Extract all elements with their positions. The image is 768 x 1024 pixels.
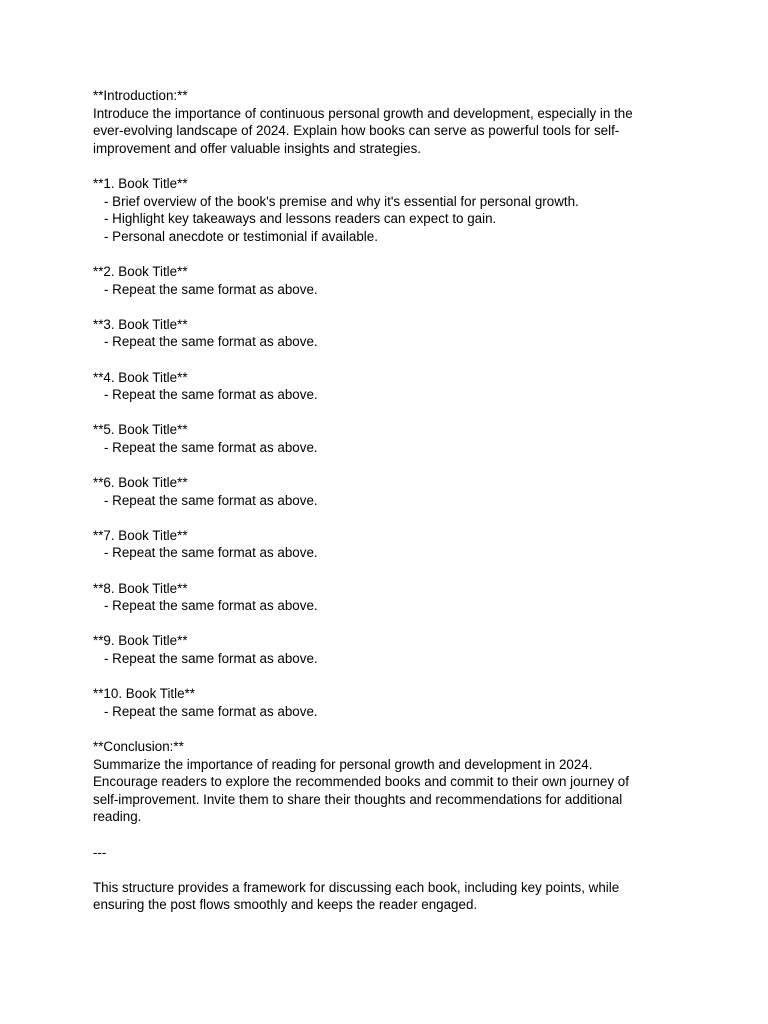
separator-line: --- — [93, 844, 107, 860]
document-page — [93, 87, 693, 914]
book-bullet: - Repeat the same format as above. — [104, 439, 318, 455]
book-bullet: - Repeat the same format as above. — [104, 492, 318, 508]
book-title: **4. Book Title** — [93, 369, 188, 385]
introduction-line: improvement and offer valuable insights and strategies. — [93, 140, 422, 156]
paragraph-gap — [93, 720, 693, 738]
paragraph-gap — [93, 668, 693, 686]
paragraph-gap — [93, 826, 693, 844]
book-bullet: - Repeat the same format as above. — [104, 703, 318, 719]
book-bullet: - Repeat the same format as above. — [104, 387, 318, 403]
book-title: **3. Book Title** — [93, 316, 188, 332]
book-section-9 — [93, 632, 693, 667]
book-section-10 — [93, 685, 693, 720]
book-bullet: - Repeat the same format as above. — [104, 651, 318, 666]
closing-line: ensuring the post flows smoothly and keeps the reader engaged. — [93, 897, 478, 913]
book-section-7 — [93, 527, 693, 562]
book-bullet: - Repeat the same format as above. — [104, 334, 318, 350]
book-bullet: - Repeat the same format as above. — [104, 281, 318, 297]
conclusion-line: self-improvement. Invite them to share their thoughts and recommendations for additional — [93, 791, 623, 807]
introduction-line: ever-evolving landscape of 2024. Explain how books can serve as powerful tools for self- — [93, 123, 620, 139]
book-section-5 — [93, 421, 693, 456]
introduction-heading: **Introduction:** — [93, 88, 188, 103]
paragraph-gap — [93, 562, 693, 580]
paragraph-gap — [93, 351, 693, 369]
book-section-1 — [93, 175, 693, 245]
paragraph-gap — [93, 404, 693, 422]
book-bullet: - Repeat the same format as above. — [104, 545, 318, 561]
book-title: **8. Book Title** — [93, 580, 188, 596]
closing-line: This structure provides a framework for discussing each book, including key points, while — [93, 879, 620, 895]
book-section-8 — [93, 580, 693, 615]
paragraph-gap — [93, 245, 693, 263]
book-bullet: - Brief overview of the book's premise and why it's essential for personal growth. — [104, 193, 579, 209]
conclusion-line: reading. — [93, 809, 142, 825]
introduction-section — [93, 87, 693, 157]
book-title: **10. Book Title** — [93, 686, 195, 702]
conclusion-section — [93, 738, 693, 826]
book-section-6 — [93, 474, 693, 509]
paragraph-gap — [93, 298, 693, 316]
paragraph-gap — [93, 157, 693, 175]
paragraph-gap — [93, 456, 693, 474]
book-section-2 — [93, 263, 693, 298]
conclusion-heading: **Conclusion:** — [93, 738, 184, 754]
paragraph-gap — [93, 509, 693, 527]
introduction-line: Introduce the importance of continuous personal growth and development, especially in the — [93, 105, 633, 121]
book-title: **2. Book Title** — [93, 263, 188, 279]
closing-paragraph — [93, 879, 693, 914]
book-section-3 — [93, 316, 693, 351]
book-bullet: - Personal anecdote or testimonial if available. — [104, 228, 378, 244]
conclusion-line: Summarize the importance of reading for personal growth and development in 2024. — [93, 756, 593, 772]
book-title: **9. Book Title** — [93, 633, 188, 649]
book-bullet: - Highlight key takeaways and lessons readers can expect to gain. — [104, 211, 497, 227]
book-section-4 — [93, 369, 693, 404]
paragraph-gap — [93, 615, 693, 633]
book-title: **5. Book Title** — [93, 422, 188, 438]
paragraph-gap — [93, 861, 693, 879]
book-title: **1. Book Title** — [93, 175, 188, 191]
book-title: **6. Book Title** — [93, 475, 188, 491]
book-bullet: - Repeat the same format as above. — [104, 598, 318, 614]
conclusion-line: Encourage readers to explore the recommended books and commit to their own journey of — [93, 774, 629, 790]
book-title: **7. Book Title** — [93, 527, 188, 543]
